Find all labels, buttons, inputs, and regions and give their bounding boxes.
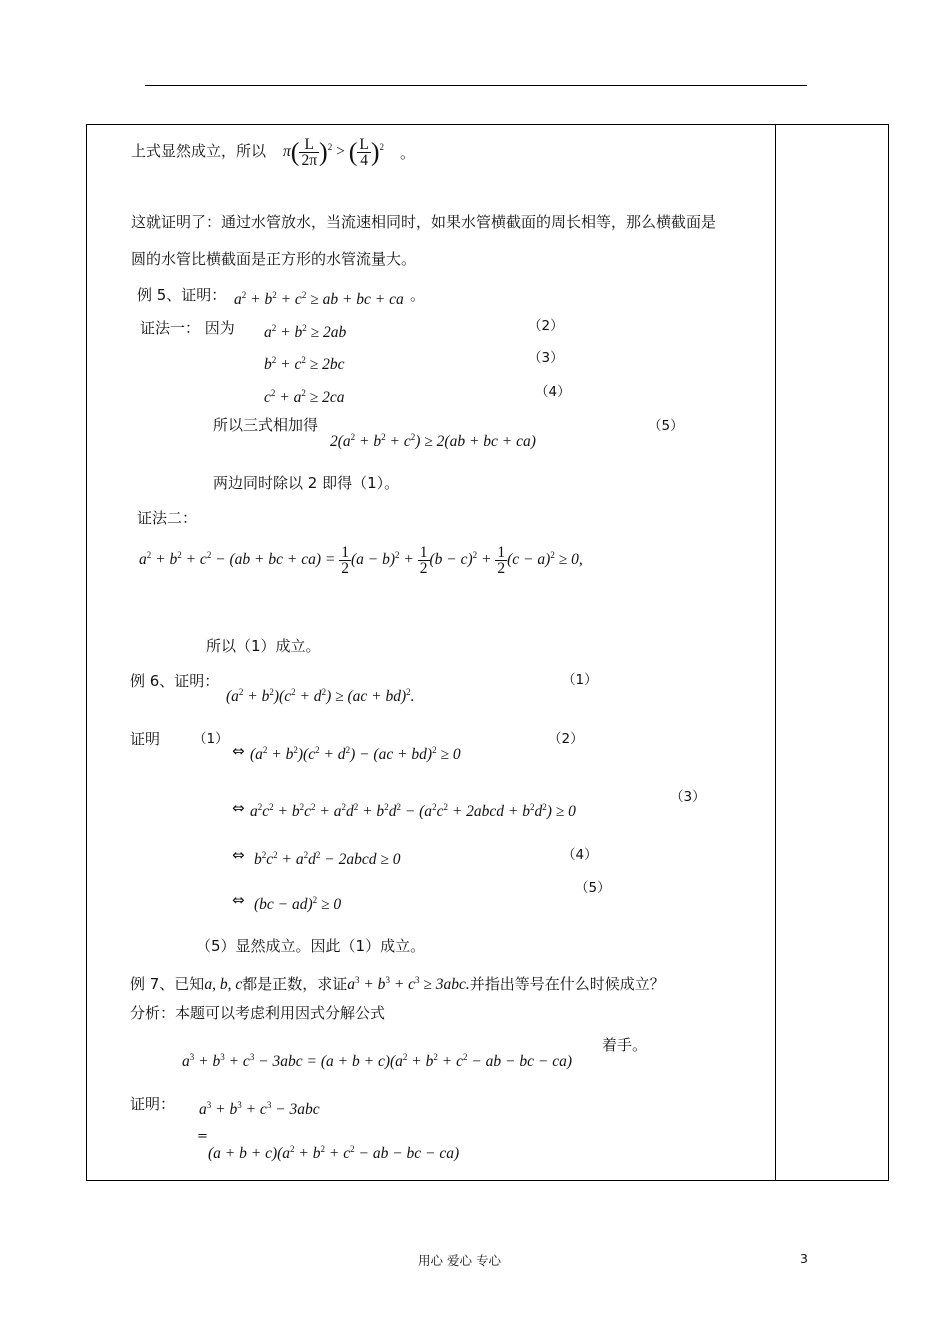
proof-label: 证明	[130, 730, 161, 748]
factor-formula: $a^3 + b^3 + c^3 - 3abc = (a + b + c)(a^2 + b^2 + c^2$ − ab − bc − ca)	[182, 1052, 573, 1070]
step2-formula: $(a^2 + b^2)(c^2 + d^2) - (ac + bd)^2 \ge 0$	[250, 745, 461, 763]
footer-center: 用心 爱心 专心	[418, 1253, 501, 1268]
divide-line: 两边同时除以 2 即得（1）。	[213, 474, 400, 492]
conclusion-line-1: 这就证明了：通过水管放水，当流速相同时，如果水管横截面的周长相等，那么横截面是	[131, 213, 717, 231]
tag-2: （2）	[528, 318, 564, 334]
header-rule	[145, 85, 807, 86]
sum-label: 所以三式相加得	[213, 416, 319, 434]
method2-formula: $a^2 + b^2 + c^2 - (ab$ + bc + ca) = $\frac{1}{2}$ $(a - b)^2$ + $\frac{1}{2}$ $(b - c)^2$ + $\frac{1}{2}$ $(c - a)^2 \ge 0$,	[139, 544, 583, 577]
ineq-bc: $b^2 + c^2 \ge 2bc$	[264, 355, 345, 373]
tag-4: （4）	[535, 384, 571, 400]
ex7-part-b: 都是正数，求证	[242, 975, 348, 993]
ex7-part-a: 例 7、已知	[130, 975, 205, 993]
step5-formula: (bc − ad)$^2$ ≥ 0	[254, 895, 342, 913]
ex5-end: 。	[410, 286, 426, 304]
ex6-formula: $(a^2 + b^2)(c^2 + d^2) \ge (ac + bd)^2$.	[226, 687, 415, 705]
start-hand: 着手。	[602, 1036, 648, 1054]
table-column-divider	[775, 124, 776, 1181]
sum-formula: $2(a^2 + b^2 + c^2) \ge 2(ab$ + bc + ca)	[330, 432, 536, 450]
ex6-label: 例 6、证明：	[130, 672, 220, 690]
proof-tag-1: （1）	[193, 731, 229, 747]
step-tag-5: （5）	[575, 880, 611, 896]
method2-label: 证法二：	[137, 509, 198, 527]
step-tag-3: （3）	[670, 789, 706, 805]
iff-symbol: ⇔	[232, 891, 245, 909]
ex7-part-c: 并指出等号在什么时候成立？	[469, 975, 665, 993]
step3-formula: $a^2c^2 + b^2c^2 + a^2d^2 + b^2d^2 - (a^2c^2$ + 2abcd + $b^2d^2) \ge 0$	[250, 802, 576, 820]
conclusion-line-2: 圆的水管比横截面是正方形的水管流量大。	[131, 250, 417, 268]
step-tag-4: （4）	[562, 847, 598, 863]
ineq-ca: $c^2 + a^2 \ge 2ca$	[264, 388, 345, 406]
iff-symbol: ⇔	[232, 742, 245, 760]
ineq-ab: $a^2 + b^2 \ge 2ab$	[264, 323, 347, 341]
iff-symbol: ⇔	[232, 799, 245, 817]
ex5-formula: $a^2 + b^2 + c^2$ ≥ ab + bc + ca	[234, 290, 404, 308]
proof7-label: 证明：	[130, 1095, 176, 1113]
page-number: 3	[800, 1251, 808, 1266]
equals-sign: =	[197, 1129, 208, 1144]
iff-symbol: ⇔	[232, 846, 245, 864]
tag-3: （3）	[528, 350, 564, 366]
line1-text: 上式显然成立，所以	[131, 142, 267, 160]
ex5-label: 例 5、证明：	[137, 286, 227, 304]
so-1-holds: 所以（1）成立。	[206, 637, 321, 655]
formula-pi-comparison: π( $\frac{L}{2\pi}$ )$^2$ > ( $\frac{L}{4}$ )$^2$	[283, 136, 384, 169]
proof7-rhs: $(a + b + c)(a^2 + b^2 + c^2$ − ab − bc − ca)	[208, 1144, 460, 1162]
ex7-statement: 例 7、已知a, b, c都是正数，求证$a^3 + b^3 + c^3 \ge 3abc$.并指出等号在什么时候成立？	[130, 975, 665, 993]
step-tag-2: （2）	[548, 731, 584, 747]
analysis-line: 分析：本题可以考虑利用因式分解公式	[130, 1004, 386, 1022]
ex6-tag-1: （1）	[562, 672, 598, 688]
proof7-lhs: $a^3 + b^3 + c^3 - 3abc$	[199, 1100, 320, 1118]
ex6-conclusion: （5）显然成立。因此（1）成立。	[196, 937, 426, 955]
step4-formula: $b^2c^2 + a^2d^2$ − 2abcd ≥ 0	[254, 850, 401, 868]
tag-5: （5）	[648, 418, 684, 434]
line1-end: 。	[400, 144, 416, 162]
method1-label: 证法一： 因为	[140, 319, 235, 337]
